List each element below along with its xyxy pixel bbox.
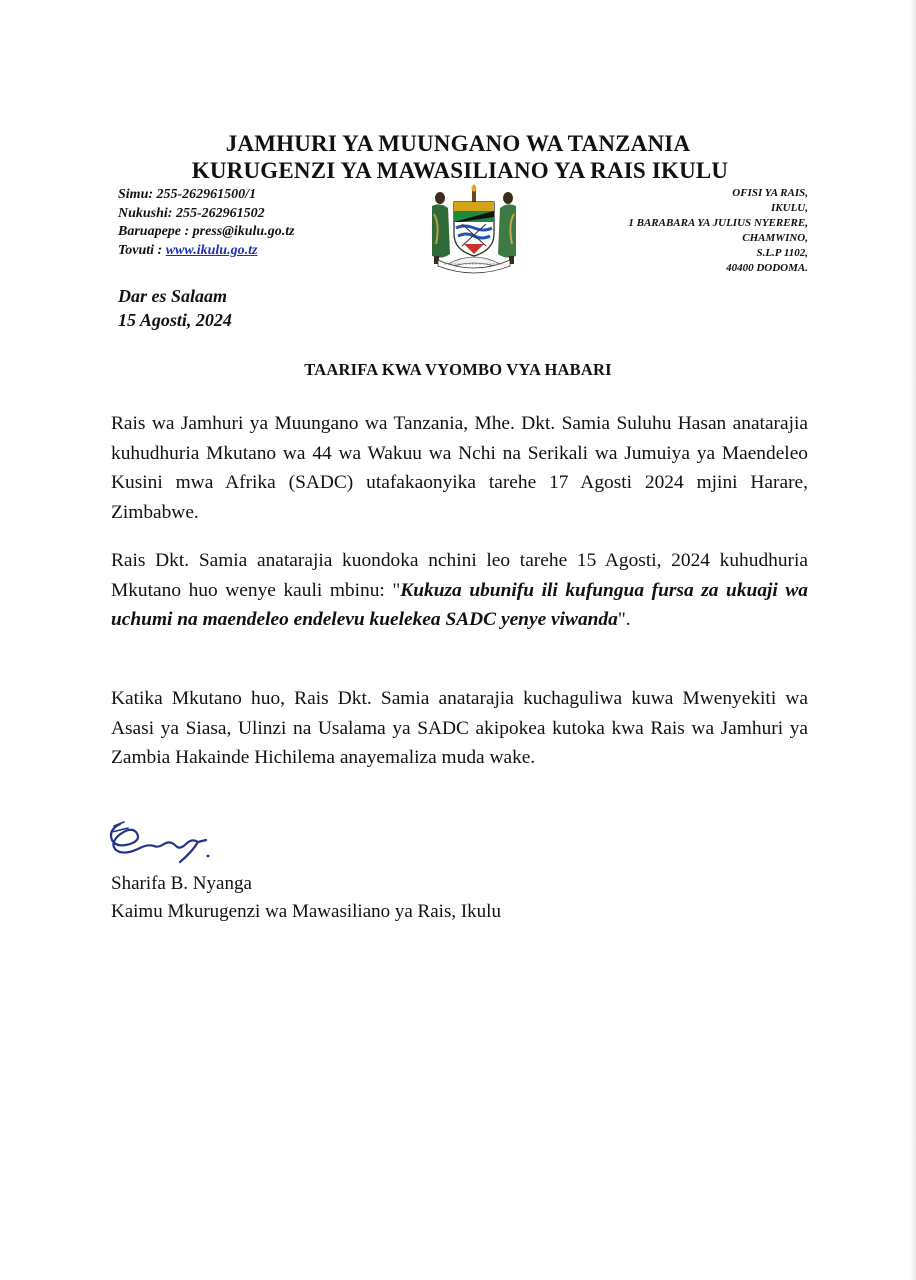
address-line: 40400 DODOMA. [726, 262, 808, 274]
tanzania-coat-of-arms-icon [424, 184, 524, 274]
address-line: S.L.P 1102, [756, 247, 808, 259]
address-line: CHAMWINO, [742, 232, 808, 244]
document-title: TAARIFA KWA VYOMBO VYA HABARI [304, 360, 612, 379]
website-row [118, 242, 295, 261]
date-text: 15 Agosti, 2024 [118, 310, 232, 330]
email-text: Baruapepe : press@ikulu.go.tz [118, 224, 295, 239]
address-line: IKULU, [771, 202, 808, 214]
paragraph-2 [111, 546, 808, 635]
office-address [628, 186, 808, 276]
website-label: Tovuti : [118, 242, 166, 258]
paragraph-2-end: ". [617, 609, 631, 630]
address-line: 1 BARABARA YA JULIUS NYERERE, [628, 217, 808, 229]
place-text: Dar es Salaam [118, 286, 228, 306]
contact-block [118, 186, 295, 260]
header-republic: JAMHURI YA MUUNGANO WA TANZANIA [225, 131, 691, 156]
signer-position: Kaimu Mkurugenzi wa Mawasiliano ya Rais, Ikulu [111, 901, 501, 922]
signer-block [111, 870, 501, 926]
handwritten-signature [106, 818, 216, 870]
page-edge [910, 0, 916, 1280]
address-line: OFISI YA RAIS, [732, 187, 808, 199]
signer-name: Sharifa B. Nyanga [111, 873, 252, 894]
header-directorate: KURUGENZI YA MAWASILIANO YA RAIS IKULU [191, 158, 729, 183]
slogan-quote: Kukuza ubunifu ili kufungua fursa za ukuaji wa uchumi na maendeleo endelevu kuelekea SADC yenye viwanda [111, 579, 809, 630]
phone-text: Simu: 255-262961500/1 [118, 187, 257, 202]
fax-text: Nukushi: 255-262961502 [118, 205, 265, 221]
website-link[interactable]: www.ikulu.go.tz [165, 242, 258, 258]
paragraph-2-start: Rais Dkt. Samia anatarajia kuondoka nchini leo tarehe 15 Agosti, 2024 kuhudhuria Mkutano huo wenye kauli mbinu: " [111, 550, 808, 601]
paragraph-1: Rais wa Jamhuri ya Muungano wa Tanzania, Mhe. Dkt. Samia Suluhu Hasan anatarajia kuhudhuria Mkutano wa 44 wa Wakuu wa Nchi na Serikali wa Jumuiya ya Maendeleo Kusini mwa Afrika (SADC) utafakaonyika tarehe 17 Agosti 2024 mjini Harare, Zimbabwe. [111, 413, 808, 523]
paragraph-3: Katika Mkutano huo, Rais Dkt. Samia anatarajia kuchaguliwa kuwa Mwenyekiti wa Asasi ya Siasa, Ulinzi na Usalama ya SADC akipokea kutoka kwa Rais wa Jamhuri ya Zambia Hakainde Hichilema anayemaliza muda wake. [111, 688, 808, 768]
place-date-block [118, 284, 232, 332]
